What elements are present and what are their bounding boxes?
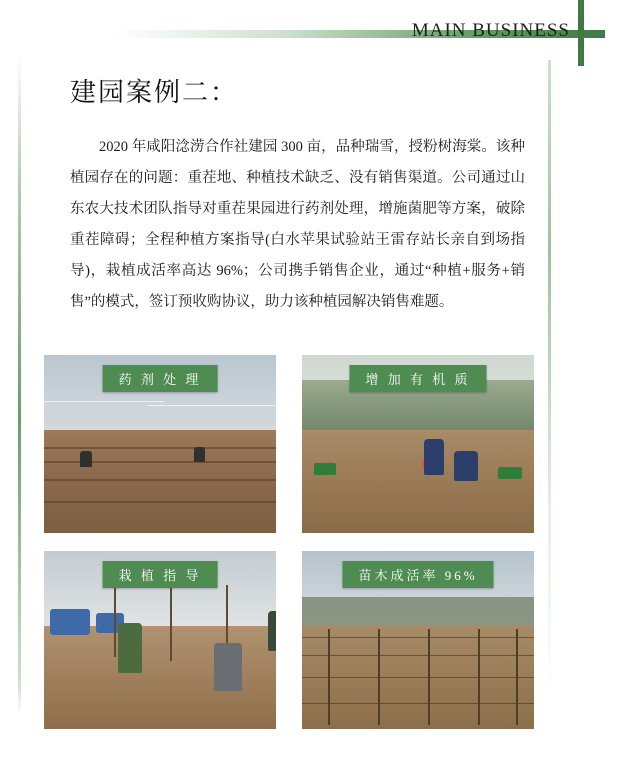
photo-gallery <box>44 355 534 747</box>
trellis-wire <box>302 637 534 638</box>
photo-ground <box>302 430 534 533</box>
greenhouse-shed <box>44 401 164 424</box>
worker-figure <box>424 439 444 475</box>
sapling <box>114 587 116 657</box>
section-heading: 建园案例二： <box>70 78 239 107</box>
greenhouse-shed <box>148 405 276 424</box>
photo-survival-rate <box>302 551 534 729</box>
trellis-wire <box>302 677 534 678</box>
left-vertical-rule <box>18 56 21 716</box>
field-furrow <box>44 479 276 481</box>
worker-figure <box>194 447 205 462</box>
field-furrow <box>44 461 276 463</box>
trellis-post <box>516 629 518 725</box>
page-header <box>0 0 632 66</box>
photo-add-organic-matter <box>302 355 534 533</box>
photo-row-2 <box>44 551 534 729</box>
photo-caption: 栽 植 指 导 <box>103 561 218 588</box>
worker-figure <box>214 643 242 691</box>
photo-planting-guidance <box>44 551 276 729</box>
trellis-post <box>478 629 480 725</box>
page-title: MAIN BUSINESS <box>411 20 570 41</box>
photo-caption: 苗木成活率 96% <box>342 561 493 588</box>
photo-caption: 药 剂 处 理 <box>103 365 218 392</box>
blue-tarp <box>50 609 90 635</box>
worker-figure <box>454 451 478 481</box>
worker-figure <box>80 451 92 467</box>
distant-hill <box>302 597 534 625</box>
photo-chemical-treatment <box>44 355 276 533</box>
trellis-post <box>328 629 330 725</box>
trellis-post <box>378 629 380 725</box>
photo-row-1 <box>44 355 534 533</box>
worker-figure <box>268 611 276 651</box>
photo-ground <box>44 430 276 533</box>
field-furrow <box>44 501 276 503</box>
fertilizer-bag <box>314 463 336 475</box>
trellis-wire <box>302 703 534 704</box>
field-furrow <box>44 447 276 449</box>
sapling <box>170 581 172 661</box>
photo-caption: 增 加 有 机 质 <box>349 365 486 392</box>
fertilizer-bag <box>498 467 522 479</box>
right-vertical-rule <box>548 60 551 700</box>
worker-figure <box>118 623 142 673</box>
body-paragraph: 2020 年咸阳淰涝合作社建园 300 亩，品种瑞雪，授粉树海棠。该种植园存在的问题：重茬地、种植技术缺乏、没有销售渠道。公司通过山东农大技术团队指导对重茬果园进行药剂处理，增施菌肥等方案，破除重茬障碍；全程种植方案指导(白水苹果试验站王雷存站长亲自到场指导)，栽植成活率高达 96%；公司携手销售企业，通过“种植+服务+销售”的模式，签订预收购协议，助力该种植园解决销售难题。 <box>70 139 525 310</box>
trellis-wire <box>302 655 534 656</box>
trellis-post <box>428 629 430 725</box>
header-vertical-accent-bar <box>578 0 584 66</box>
